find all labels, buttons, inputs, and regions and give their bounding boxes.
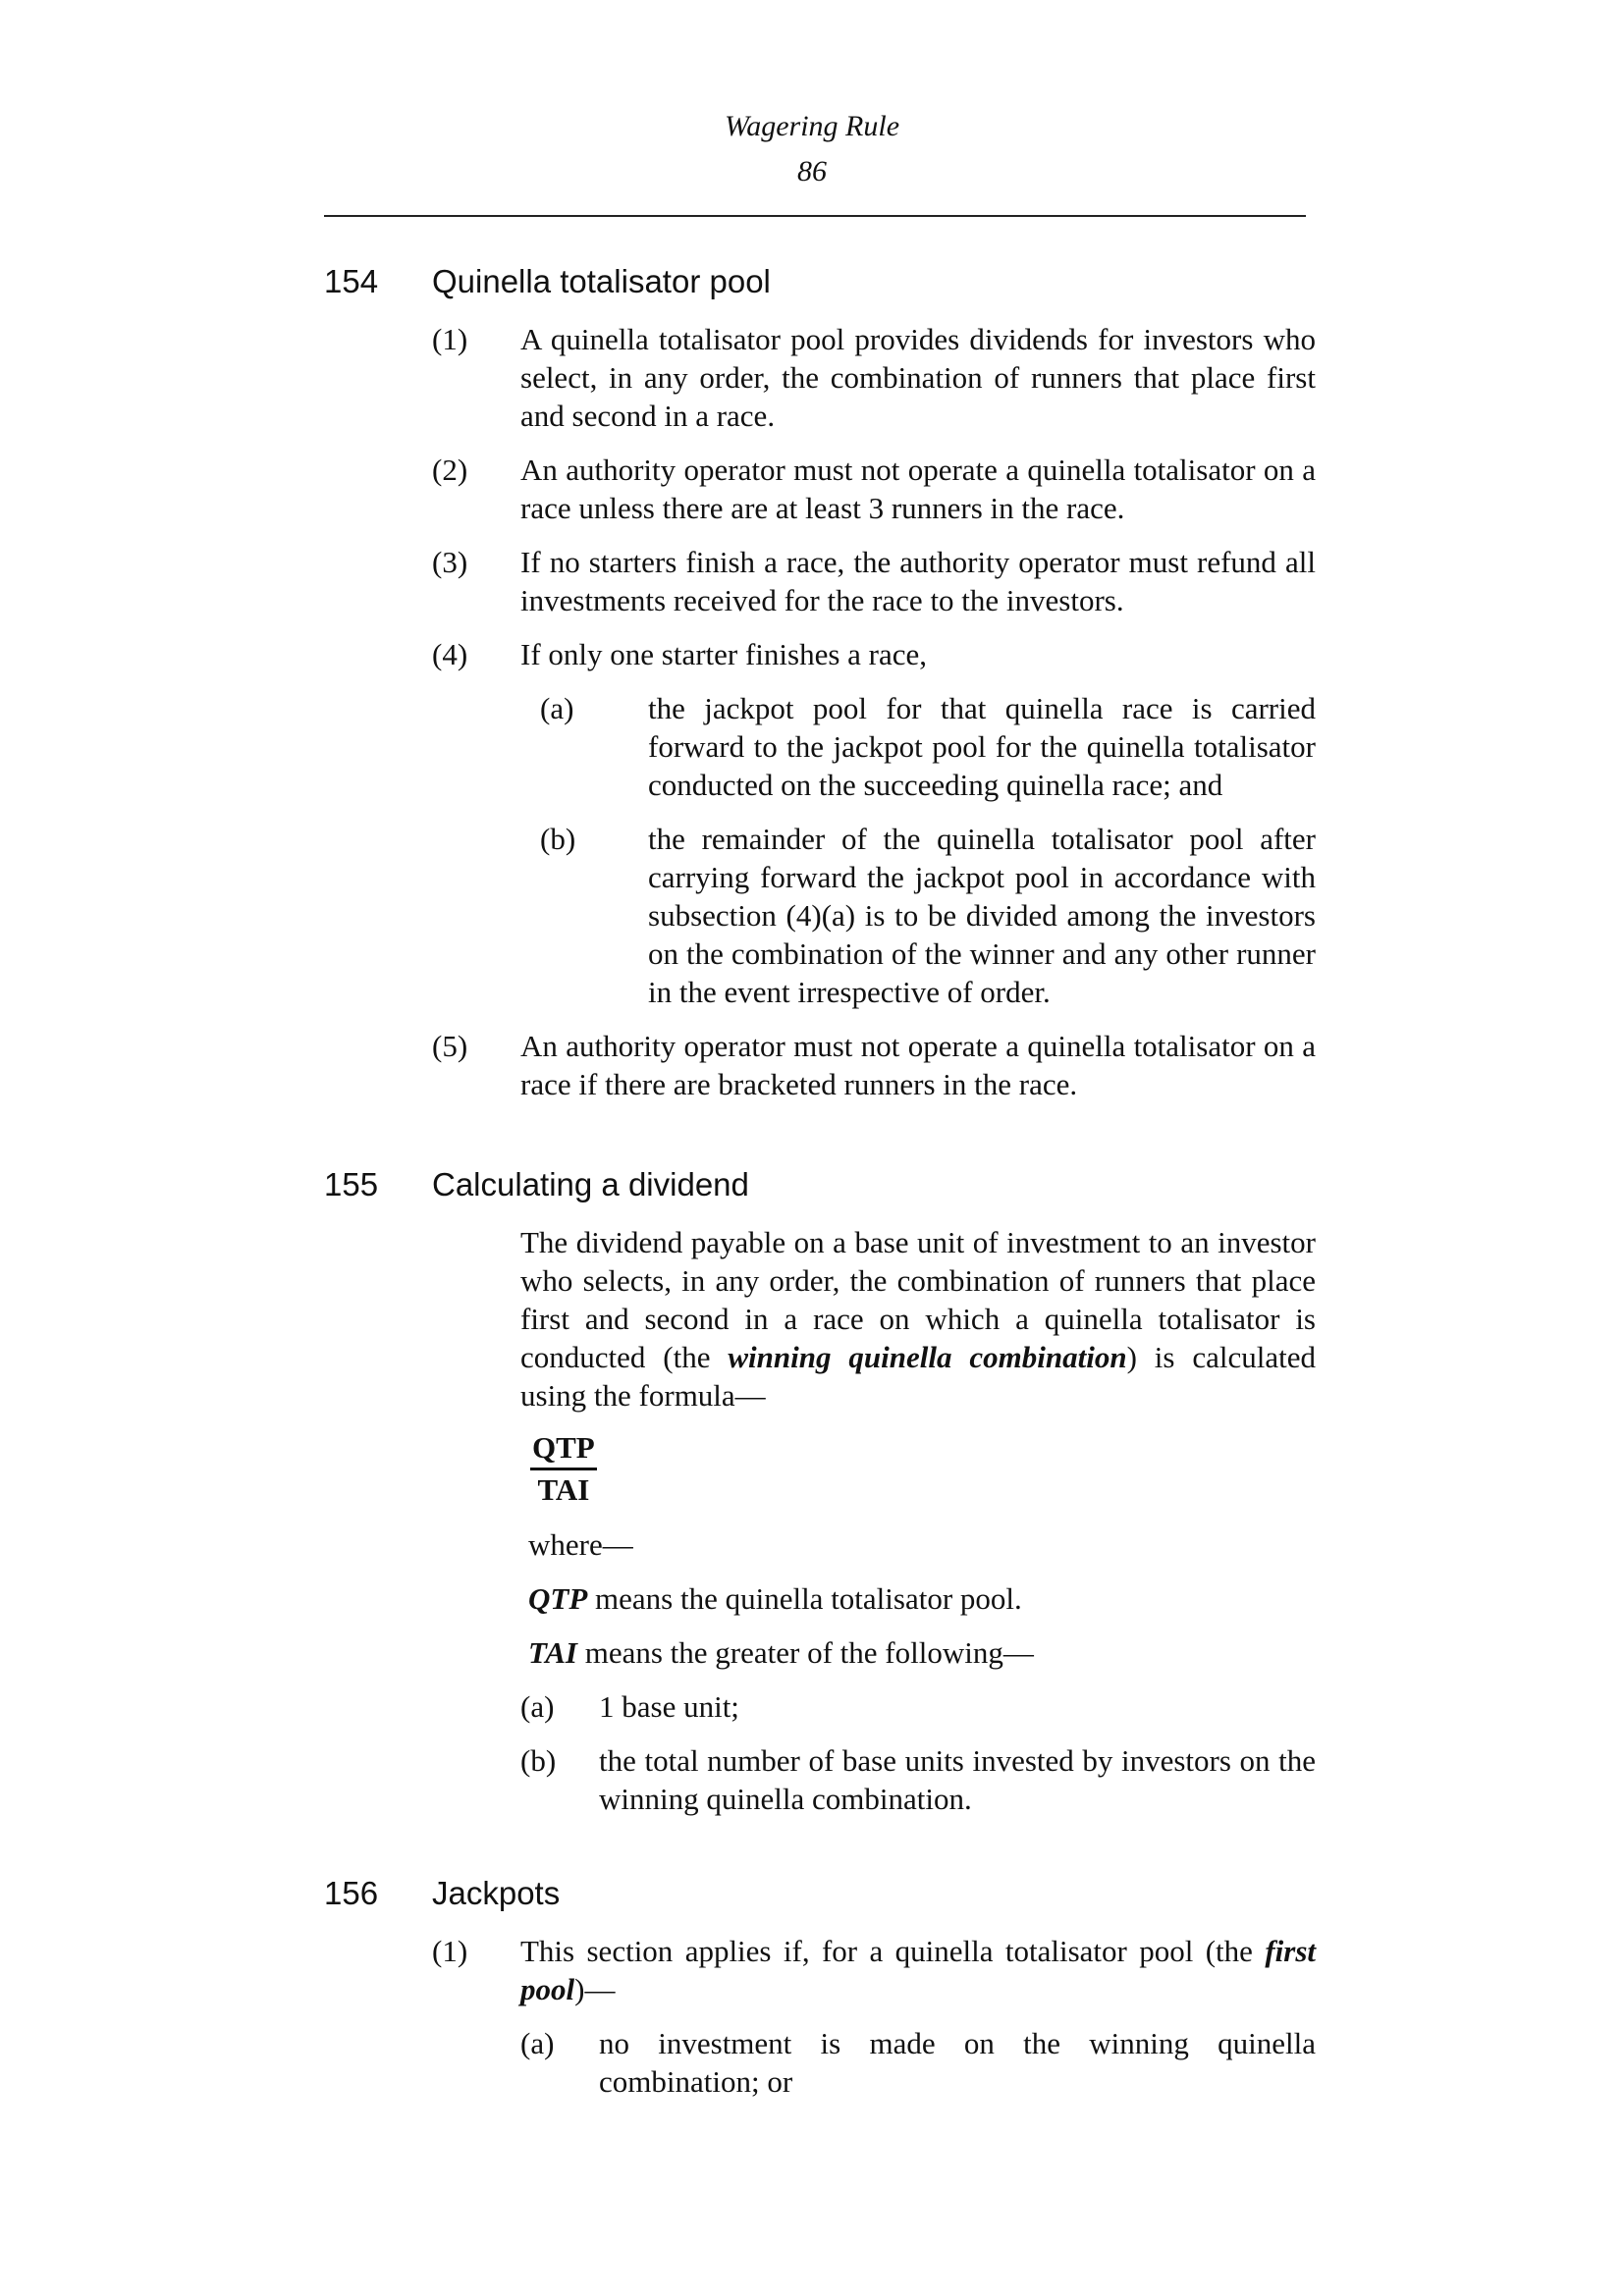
section-156-heading bbox=[324, 1875, 560, 1912]
subsection-1 bbox=[432, 1932, 1316, 2008]
definition-qtp: QTP means the quinella totalisator pool. bbox=[528, 1581, 1022, 1616]
paragraph-text: the jackpot pool for that quinella race is carried forward to the jackpot pool for the quinella totalisator conducted on the succeeding quinella race; and bbox=[648, 691, 1316, 802]
paragraph-label: (b) bbox=[540, 822, 576, 856]
subsection-text: If only one starter finishes a race, bbox=[520, 637, 928, 671]
subsection-label: (2) bbox=[432, 453, 468, 487]
defined-term: first pool bbox=[520, 1934, 1316, 2006]
subsection-label: (4) bbox=[432, 637, 468, 671]
section-155-heading bbox=[324, 1166, 749, 1203]
header-rule bbox=[324, 215, 1306, 217]
subsection-label: (1) bbox=[432, 322, 468, 356]
subsection-4 bbox=[432, 635, 1316, 673]
subsection-label: (5) bbox=[432, 1029, 468, 1063]
formula-denominator: TAI bbox=[537, 1472, 590, 1507]
paragraph-4a bbox=[540, 689, 1316, 804]
section-number: 156 bbox=[324, 1875, 379, 1911]
section-title: Quinella totalisator pool bbox=[432, 263, 771, 299]
paragraph-label: (a) bbox=[520, 2026, 555, 2060]
subsection-text: This section applies if, for a quinella totalisator pool (the first pool)— bbox=[520, 1934, 1316, 2006]
section-155-body bbox=[432, 1223, 1316, 1834]
formula-fraction bbox=[530, 1430, 597, 1508]
subsection-label: (1) bbox=[432, 1934, 468, 1968]
running-header-title: Wagering Rule bbox=[724, 110, 900, 142]
paragraph-b bbox=[520, 1741, 1316, 1818]
subsection-text: A quinella totalisator pool provides dividends for investors who select, in any order, the combination of runners that place first and second in a race. bbox=[520, 322, 1316, 433]
defined-term: winning quinella combination bbox=[728, 1340, 1127, 1374]
definition-tai: TAI means the greater of the following— bbox=[528, 1635, 1034, 1670]
page-number: 86 bbox=[797, 155, 827, 187]
paragraph-label: (a) bbox=[520, 1689, 555, 1724]
paragraph-text: the remainder of the quinella totalisator pool after carrying forward the jackpot pool in accordance with subsection (4)(a) is to be divided among the investors on the combination of the winner and any other runner in the event irrespective of order. bbox=[648, 822, 1316, 1009]
paragraph-label: (a) bbox=[540, 691, 574, 725]
paragraph-4b bbox=[540, 820, 1316, 1011]
paragraph-text: the total number of base units invested by investors on the winning quinella combination. bbox=[599, 1743, 1316, 1816]
section-154-heading bbox=[324, 263, 771, 300]
section-number: 155 bbox=[324, 1166, 379, 1202]
section-title: Calculating a dividend bbox=[432, 1166, 749, 1202]
subsection-2 bbox=[432, 451, 1316, 527]
subsection-label: (3) bbox=[432, 545, 468, 579]
section-intro: The dividend payable on a base unit of investment to an investor who selects, in any order, the combination of runners that place first and second in a race on which a quinella totalisator is conducted (the winning quinella combination) is calculated using the formula— bbox=[520, 1225, 1316, 1413]
paragraph-label: (b) bbox=[520, 1743, 557, 1778]
subsection-text: An authority operator must not operate a quinella totalisator on a race unless there are at least 3 runners in the race. bbox=[520, 453, 1316, 525]
subsection-3 bbox=[432, 543, 1316, 619]
paragraph-text: no investment is made on the winning quinella combination; or bbox=[599, 2026, 1316, 2099]
section-number: 154 bbox=[324, 263, 379, 299]
defined-term: TAI bbox=[528, 1635, 577, 1670]
subsection-text: An authority operator must not operate a quinella totalisator on a race if there are bracketed runners in the race. bbox=[520, 1029, 1316, 1101]
subsection-text: If no starters finish a race, the authority operator must refund all investments received for the race to the investors. bbox=[520, 545, 1316, 617]
paragraph-a bbox=[520, 2024, 1316, 2101]
section-154-body bbox=[432, 320, 1316, 1119]
section-title: Jackpots bbox=[432, 1875, 561, 1911]
where-text: where— bbox=[528, 1527, 633, 1562]
formula-numerator: QTP bbox=[530, 1430, 597, 1470]
paragraph-text: 1 base unit; bbox=[599, 1689, 739, 1724]
paragraph-a bbox=[520, 1687, 1316, 1726]
subsection-5 bbox=[432, 1027, 1316, 1103]
defined-term: QTP bbox=[528, 1581, 588, 1616]
section-156-body bbox=[432, 1932, 1316, 2116]
subsection-1 bbox=[432, 320, 1316, 435]
